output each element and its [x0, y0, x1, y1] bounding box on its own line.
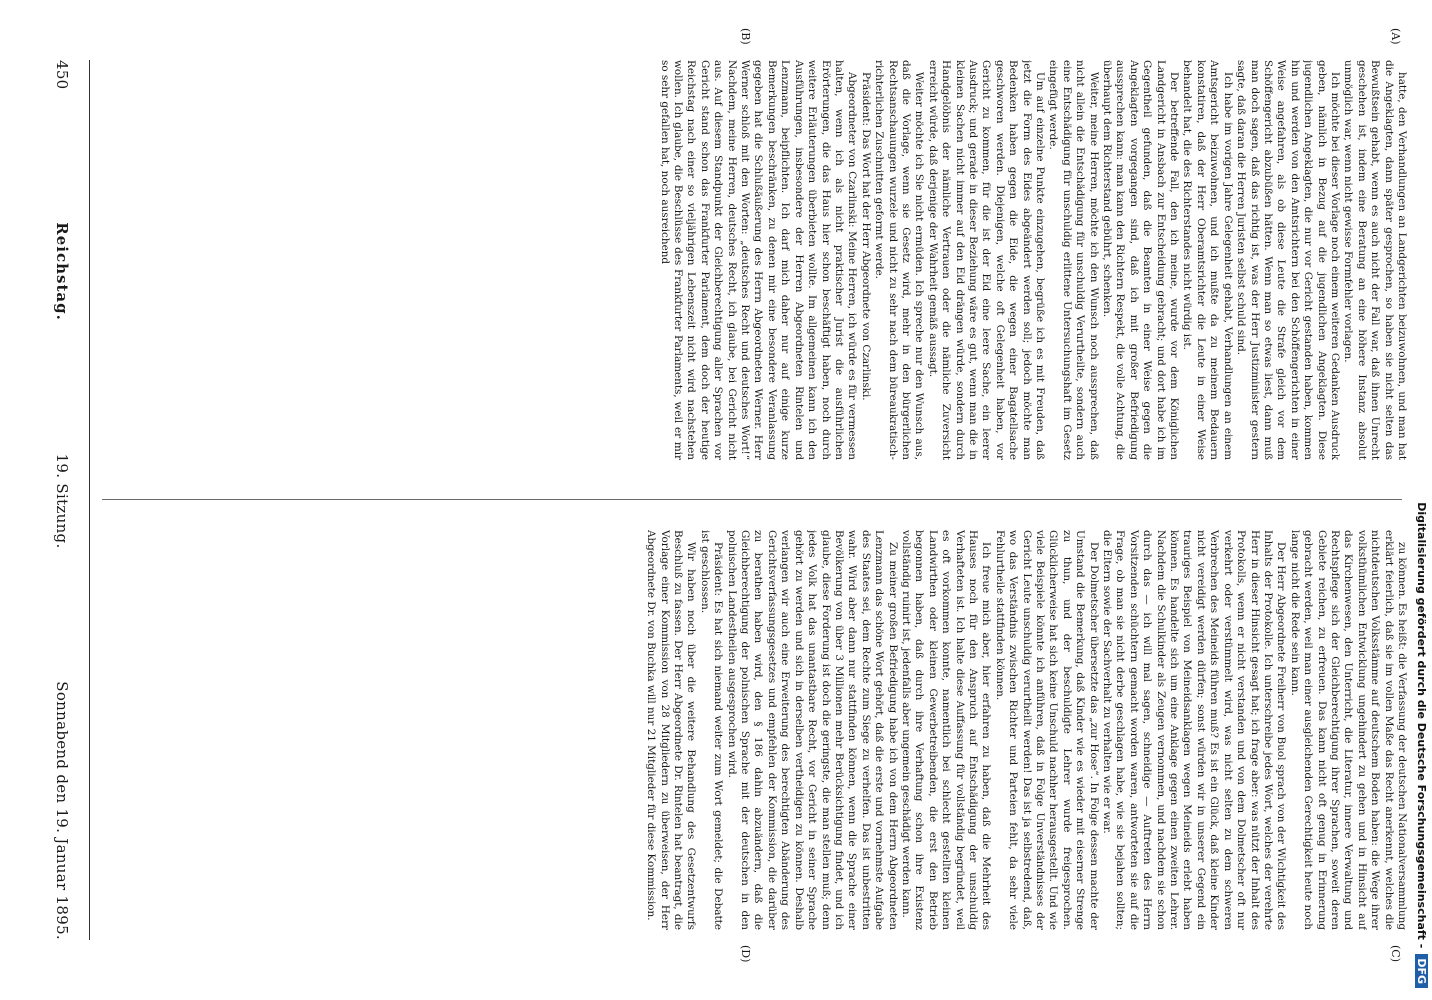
- digitization-stamp: [1408, 0, 1432, 1000]
- page-header: [42, 60, 82, 940]
- text-column-left: [98, 60, 1408, 460]
- margin-marker-b: (B): [739, 28, 752, 45]
- paragraph: Der betreffende Fall, den ich meine, wurde vor dem Königlichen Landgericht in Ansbach zur Entscheidung gebracht; und dort habe ich im Gegentheil gefunden, daß die Beamten in einer Weise gegen die Angeklagten vorgegangen sind, daß ich mit großer Befriedigung aussprechen kann: man kann den Richtern Respekt, die volle Achtung, die überhaupt dem Richterstand gebührt, schenken.: [1101, 60, 1181, 460]
- paragraph: Weiter möchte ich Sie nicht ermüden. Ich spreche nur den Wunsch aus, daß die Vorlage, wenn sie Gesetz wird, mehr in den bürgerlichen Rechtsanschauungen wurzele und nicht zu sehr nach dem büreaukratisch-richterlichen Zuschnitten geformt werde.: [873, 60, 926, 460]
- paragraph: Weiter, meine Herren, möchte ich den Wunsch noch aussprechen, daß nicht allein die Entschädigung für unschuldig Verurtheilte, sondern auch eine Entschädigung für unschuldig erlittene Untersuchungshaft im Gesetz eingefügt werde.: [1047, 60, 1100, 460]
- paragraph: zu können. Es heißt: die Verfassung der deutschen Nationalversammlung erklärt feierlich, daß sie im vollen Maße das Recht anerkennt, welches die nichtdeutschen Volksstämme auf deutschem Boden haben: die Wege ihrer volksthümlichen Entwicklung ungehindert zu gehen und in Hinsicht auf das Kirchenwesen, den Unterricht, die Literatur, innere Verwaltung und Rechtspflege sich der Gleichberechtigung ihrer Sprachen, soweit deren Gebiete reichen, zu erfreuen. Das kann nicht oft genug in Erinnerung gebracht werden, weil man einer ausgleichenden Gerechtigkeit heute noch lange nicht die Rede sein kann.: [1288, 530, 1408, 930]
- paragraph: Um auf einzelne Punkte einzugehen, begrüße ich es mit Freuden, daß jetzt die Form des Eides abgeändert werden soll; jedoch möchte man Bedenken haben gegen die Eide, die wegen einer Bagatellsache geschworen werden. Diejenigen, welche oft Gelegenheit haben, vor Gericht zu kommen, für die ist der Eid eine leere Sache, ein leerer Ausdruck; und gerade in dieser Beziehung wäre es gut, wenn man die in kleinen Sachen nicht immer auf den Eid drängen würde, sondern durch Handgelöbnis der nämliche Vertrauen oder die nämliche Zuversicht erreicht würde, daß derjenige der Wahrheit gemäß aussagt.: [926, 60, 1047, 460]
- paragraph: Ich möchte bei dieser Vorlage noch einem weiteren Gedanken Ausdruck geben, nämlich in Bezug auf die jugendlichen Angeklagten. Diese jugendlichen Angeklagten, die nur vor Gericht gestanden haben, kommen hin und werden von den Amtsrichtern bei den Schöffengerichten in einer Weise angefahren, als ob diese Leute die Strafe gleich vor dem Schöffengericht abzubüßen hätten. Wenn man so etwas liest, dann muß man doch sagen, daß das richtig ist, was der Herr Justizminister gestern sagte, daß daran die Herren Juristen selbst schuld sind.: [1235, 60, 1341, 460]
- paragraph: Präsident: Es hat sich niemand weiter zum Wort gemeldet; die Debatte ist geschlossen.: [698, 530, 725, 930]
- digitization-notice: Digitalisierung gefördert durch die Deutsche Forschungsgemeinschaft -: [1415, 502, 1428, 949]
- header-rule: [89, 60, 90, 940]
- margin-marker-a: (A): [1389, 28, 1402, 45]
- paragraph: Der Dolmetscher übersetzte das „zur Hose“. In Folge dessen machte der Umstand die Bemerkung, daß Kinder wie es wieder mit eiserner Strenge zu thun, und der beschuldigte Lehrer wurde freigesprochen. Glücklicherweise hat sich keine Unschuld nachher herausgestellt. Und wie viele Beispiele könnte ich anführen, daß in Folge Unverständnisses der Gericht Leute unschuldig verurtheilt werden! Das ist ja selbstredend, daß, wo das Verständnis zwischen Richter und Parteien fehlt, da sehr viele Fehlurtheile stattfinden können.: [993, 530, 1100, 930]
- paragraph: Ich habe im vorigen Jahre Gelegenheit gehabt, Verhandlungen an einem Amtsgericht beizuwohnen, und ich mußte da zu meinem Bedauern konstatiren, daß der Herr Oberamtsrichter die Leute in einer Weise behandelt hat, die des Richterstandes nicht würdig ist.: [1181, 60, 1234, 460]
- paragraph: Präsident: Das Wort hat der Herr Abgeordnete von Czarlinski.: [859, 72, 872, 401]
- paragraph: Zu meiner großen Befriedigung habe ich von dem Herrn Abgeordneten Lenzmann das schöne Wort gehört, daß die erste und vornehmste Aufgabe des Staates sei, dem Rechte zum Siege zu verhelfen. Das ist unbestritten wahr. Wird aber dann nur stattfinden können, wenn die Sprache einer Bevölkerung von über 3 Millionen mehr Berücksichtigung findet, und ich glaube, diese Forderung ist doch die geringste, die man stellen muß; denn jedes Volk hat das unantastbare Recht, vor Gericht in seiner Sprache gehört zu werden und sich in derselben vertheidigen zu können. Deshalb verlangen wir auch eine Erweiterung des berechtigten Abänderung des Gerichtsverfassungsgesetzes und empfehlen der Kommission, die darüber zu berathen haben wird, den § 186 dahin abzuändern, daß die Gleichberechtigung der polnischen Sprache mit der deutschen in den polnischen Landestheilen ausgesprochen wird.: [725, 530, 899, 930]
- session-label: 19. Sitzung.: [53, 453, 71, 549]
- paragraph: Wir haben noch über die weitere Behandlung des Gesetzentwurfs Beschluß zu fassen. Der Herr Abgeordnete Dr. Rintelen hat beantragt, die Vorlage einer Kommission von 28 Mitgliedern zu überweisen, der Herr Abgeordnete Dr. von Buchka will nur 21 Mitglieder für diese Kommission.: [645, 530, 698, 930]
- dfg-logo: DFG: [1415, 954, 1428, 988]
- paragraph: Der Herr Abgeordnete Freiherr von Buol sprach von der Wichtigkeit des Inhalts der Protokolle. Ich unterschreibe jedes Wort, welches der verehrte Herr in dieser Hinsicht gesagt hat; ich frage aber: was nützt der Inhalt des Protokolls, wenn er nicht verstanden und von dem Dolmetscher oft nur verkehrt oder verstümmelt wird, was nicht selten zu dem schweren Verbrechen des Meineids führen muß? Es ist ein Glück, daß kleine Kinder nicht vereidigt werden dürfen; sonst würden wir in unserer Gegend ein trauriges Beispiel von Meineidsanklagen wegen Meineids erlebt haben können. Es handelte sich um eine Anklage gegen einen zweiten Lehrer. Nachdem die Schulkinder als Zeugen vernommen, und nachdem sie schon durch das — ich will mal sagen, schneidige — Auftreten des Herrn Vorsitzenden schüchtern gemacht worden waren, antworteten sie auf die Frage, ob man sie nicht derbe geschlagen habe, wie sie bejahen sollten; die Eltern sowie der Sachverhalt zu verhalten wie er war.: [1101, 530, 1288, 930]
- column-separator: [102, 499, 1402, 500]
- margin-marker-c: (C): [1389, 945, 1402, 962]
- margin-marker-d: (D): [739, 945, 752, 963]
- date-label: Sonnabend den 19. Januar 1895.: [53, 681, 71, 940]
- paragraph: hatte, den Verhandlungen an Landgerichten beizuwohnen, und man hat die Angeklagten, dann später gesprochen, so haben sie nicht selten das Bewußtsein gehabt, wenn es auch nicht der Fall war, daß ihnen Unrecht geschehen ist, indem eine Beratung an eine höhere Instanz absolut unmöglich war, wenn nicht gewisse Formfehler vorlagen.: [1342, 60, 1408, 460]
- paragraph: Ich freue mich aber, hier erfahren zu haben, daß die Mehrheit des Hauses noch für den Anspruch auf Entschädigung der unschuldig Verhafteten ist. Ich halte diese Auffassung für vollständig begründet, weil es oft vorkommen konnte, namentlich bei schlecht gestellten kleinen Landwirthen oder kleinen Gewerbetreibenden, die erst den Betrieb begonnen haben, daß durch ihre Verhaftung schon ihre Existenz vollständig ruinirt ist, jedenfalls aber ungemein geschädigt werden kann.: [899, 530, 993, 930]
- header-title: Reichstag.: [53, 222, 71, 321]
- paragraph: Abgeordneter von Czarlinski: Meine Herren, ich würde es für vermessen halten, wenn ich als nicht praktischer Jurist die ausführlichen Erörterungen, die das Haus hier schon beschäftigt haben, noch durch weitere Erläuterungen überbieten wollte. Im allgemeinen kann ich den Ausführungen, insbesondere der Herren Abgeordneten Rintelen und Lenzmann, beipflichten. Ich darf mich daher nur auf einige kurze Bemerkungen beschränken, zu denen mir eine besondere Veranlassung gegeben hat die Schlußäußerung des Herrn Abgeordneten Werner. Herr Werner schloß mit den Worten: „deutsches Recht und deutsches Wort!“ Nachdem, meine Herren, deutsches Recht, ich glaube, bei Gericht nicht aus. Auf diesem Standpunkt der Gleichberechtigung aller Sprachen vor Gericht stand schon das Frankfurter Parlament, dem doch der heutige Reichstag nach einer so vieljährigen Lebenszeit nicht wird nachstehen wollen. Ich glaube, die Beschlüsse des Frankfurter Parlaments, weil er mir so sehr gefallen hat, noch ausreichend: [658, 60, 859, 460]
- text-column-right: [98, 530, 1408, 930]
- page-number: 450: [53, 60, 71, 90]
